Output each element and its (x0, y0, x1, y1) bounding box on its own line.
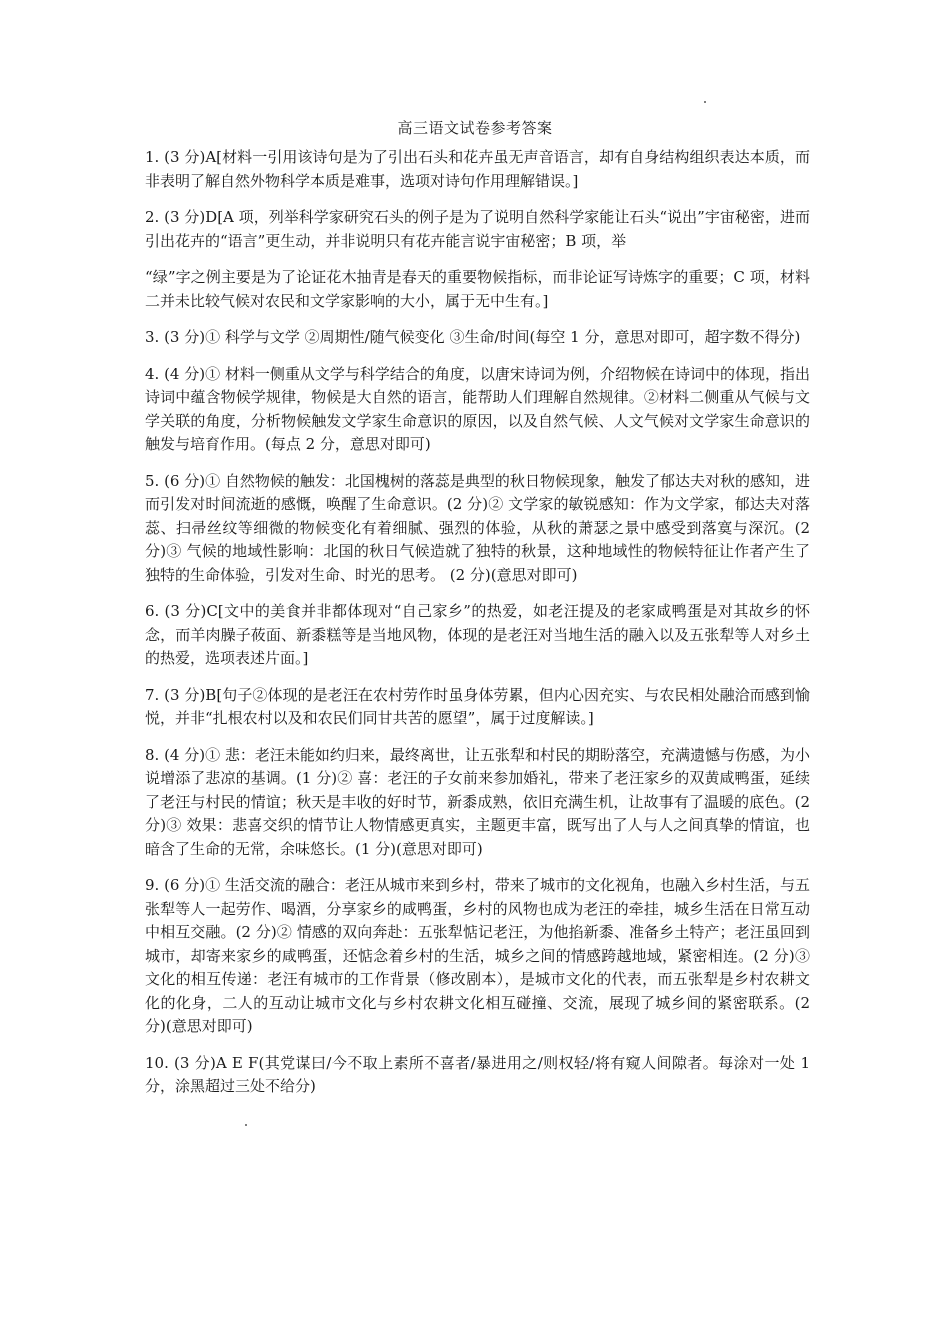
answer-item-10: 10. (3 分)A E F(其党谋曰/今不取上素所不喜者/暴进用之/则权轻/将有窥人间隙者。每涂对一处 1 分，涂黑超过三处不给分) (145, 1053, 810, 1095)
scan-speck (704, 101, 706, 103)
answer-item-2-continued: “绿”字之例主要是为了论证花木抽青是春天的重要物候指标，而非论证写诗炼字的重要；C 项，材料二并未比较气候对农民和文学家影响的大小，属于无中生有。] (145, 268, 810, 310)
answer-item-7: 7. (3 分)B[句子②体现的是老汪在农村劳作时虽身体劳累，但内心因充实、与农民相处融洽而感到愉悦，并非“扎根农村以及和农民们同甘共苦的愿望”，属于过度解读。] (145, 685, 810, 727)
answer-item-2: 2. (3 分)D[A 项，列举科学家研究石头的例子是为了说明自然科学家能让石头“说出”宇宙秘密，进而引出花卉的“语言”更生动，并非说明只有花卉能言说宇宙秘密；B 项，举 (145, 208, 810, 250)
answer-item-1: 1. (3 分)A[材料一引用该诗句是为了引出石头和花卉虽无声音语言，却有自身结构组织表达本质，而非表明了解自然外物科学本质是难事，选项对诗句作用理解错误。] (145, 148, 810, 190)
scan-speck (245, 1124, 247, 1126)
answer-item-9: 9. (6 分)① 生活交流的融合：老汪从城市来到乡村，带来了城市的文化视角，也融入乡村生活，与五张犁等人一起劳作、喝酒，分享家乡的咸鸭蛋，乡村的风物也成为老汪的牵挂，城乡生活在日常互动中相互交融。(2 分)② 情感的双向奔赴：五张犁惦记老汪，为他掐新黍、准备乡土特产；老汪虽回到城市，却寄来家乡的咸鸭蛋，还惦念着乡村的生活，城乡之间的情感跨越地域，紧密相连。(2 分)③ 文化的相互传递：老汪有城市的工作背景（修改剧本），是城市文化的代表，而五张犁是乡村农耕文化的化身，二人的互动让城市文化与乡村农耕文化相互碰撞、交流，展现了城乡间的紧密联系。(2 分)(意思对即可) (145, 876, 810, 1035)
answer-list (145, 146, 810, 1112)
answer-item-4: 4. (4 分)① 材料一侧重从文学与科学结合的角度，以唐宋诗词为例，介绍物候在诗词中的体现，指出诗词中蕴含物候学规律，物候是大自然的语言，能帮助人们理解自然规律。②材料二侧重从气候与文学关联的角度，分析物候触发文学家生命意识的原因，以及自然气候、人文气候对文学家生命意识的触发与培育作用。(每点 2 分，意思对即可) (145, 364, 810, 453)
answer-item-5: 5. (6 分)① 自然物候的触发：北国槐树的落蕊是典型的秋日物候现象，触发了郁达夫对秋的感知，进而引发对时间流逝的感慨，唤醒了生命意识。(2 分)② 文学家的敏锐感知：作为文学家，郁达夫对落蕊、扫帚丝纹等细微的物候变化有着细腻、强烈的体验，从秋的萧瑟之景中感受到落寞与深沉。(2 分)③ 气候的地域性影响：北国的秋日气候造就了独特的秋景，这种地域性的物候特征让作者产生了独特的生命体验，引发对生命、时光的思考。 (2 分)(意思对即可) (145, 471, 810, 584)
answer-item-6: 6. (3 分)C[文中的美食并非都体现对“自己家乡”的热爱，如老汪提及的老家咸鸭蛋是对其故乡的怀念，而羊肉臊子莜面、新黍糕等是当地风物，体现的是老汪对当地生活的融入以及五张犁等人对乡土的热爱，选项表述片面。] (145, 602, 810, 667)
answer-item-8: 8. (4 分)① 悲：老汪未能如约归来，最终离世，让五张犁和村民的期盼落空，充满遗憾与伤感，为小说增添了悲凉的基调。(1 分)② 喜：老汪的子女前来参加婚礼，带来了老汪家乡的双黄咸鸭蛋，延续了老汪与村民的情谊；秋天是丰收的好时节，新黍成熟，依旧充满生机，让故事有了温暖的底色。(2 分)③ 效果：悲喜交织的情节让人物情感更真实，主题更丰富，既写出了人与人之间真挚的情谊，也暗含了生命的无常，余味悠长。(1 分)(意思对即可) (145, 745, 810, 858)
page-title: 高三语文试卷参考答案 (397, 119, 553, 137)
answer-item-3: 3. (3 分)① 科学与文学 ②周期性/随气候变化 ③生命/时间(每空 1 分，意思对即可，超字数不得分) (145, 328, 801, 346)
